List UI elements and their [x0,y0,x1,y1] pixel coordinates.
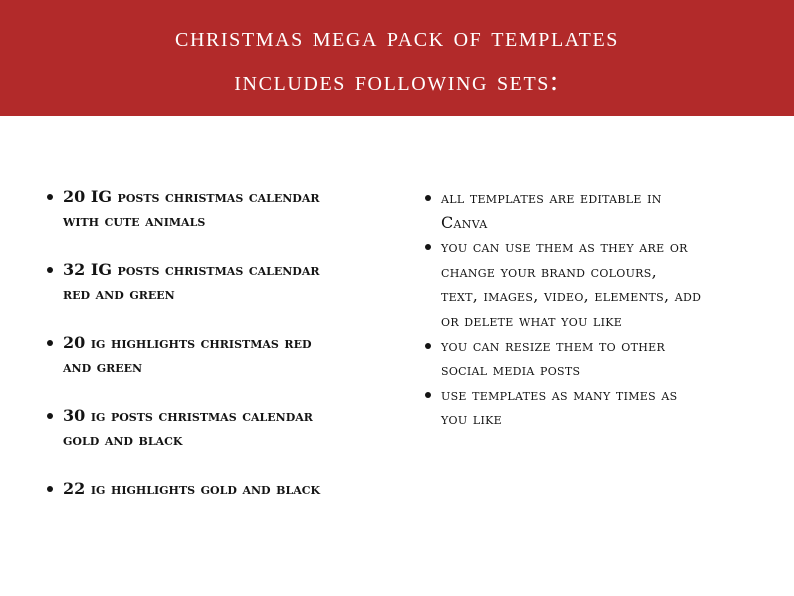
header-banner [0,0,794,116]
bullet-icon [47,194,53,200]
bullet-icon [47,413,53,419]
bullet-icon [425,244,431,250]
bullet-icon [47,486,53,492]
header-title-line-2: includes following sets: [234,65,560,97]
list-item-line: with cute animals [63,211,206,230]
bullet-icon [425,343,431,349]
list-item-line: and green [63,357,143,376]
list-item-line: social media posts [441,360,581,380]
list-item [425,334,770,383]
list-item-line: Canva [441,212,488,232]
list-item [47,477,387,501]
list-item-line: 20 IG posts christmas calendar [63,187,320,206]
list-item [47,331,387,379]
list-item-line: text, images, video, elements, add [441,286,702,306]
list-item-line: red and green [63,284,175,303]
list-item-line: you can use them as they are or [441,237,688,257]
list-item-line: 30 ig posts christmas calendar [63,406,313,425]
list-item [47,185,387,233]
list-item [425,186,770,235]
header-title-line-1: christmas mega pack of templates [175,21,619,53]
list-item-line: 20 ig highlights christmas red [63,333,312,352]
bullet-icon [47,267,53,273]
list-item-line: 32 IG posts christmas calendar [63,260,320,279]
list-item-line: gold and black [63,430,183,449]
list-item-line: or delete what you like [441,310,623,330]
list-item-line: you like [441,409,502,429]
list-item-line: you can resize them to other [441,335,666,355]
bullet-icon [47,340,53,346]
template-sets-list [47,185,387,526]
list-item-line: all templates are editable in [441,188,662,207]
list-item [47,404,387,452]
bullet-icon [425,392,431,398]
list-item [47,258,387,306]
template-features-list [425,186,770,432]
list-item-line: 22 ig highlights gold and black [63,479,321,498]
list-item [425,235,770,333]
list-item-line: change your brand colours, [441,261,657,281]
list-item-line: use templates as many times as [441,384,678,404]
bullet-icon [425,195,431,201]
list-item [425,383,770,432]
